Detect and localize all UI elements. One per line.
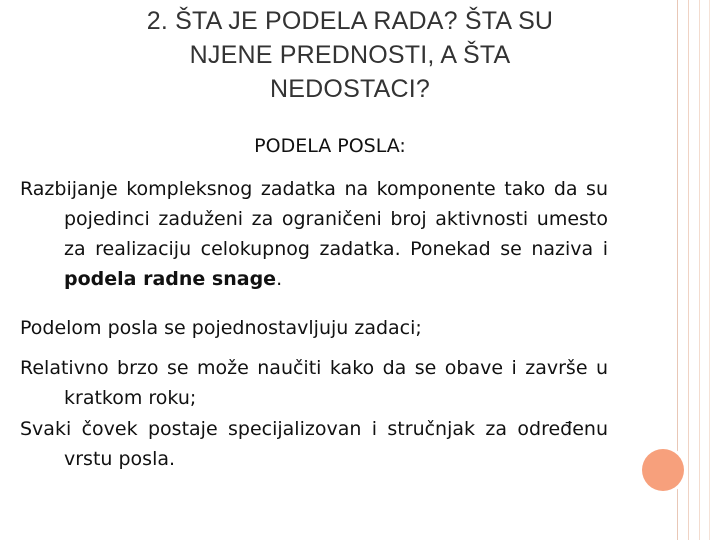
list-item-text: Svaki čovek postaje specijalizovan i stručnjak za određenu vrstu posla. — [20, 418, 608, 470]
list-item — [20, 353, 608, 413]
decorative-line — [699, 0, 700, 540]
list-item — [20, 414, 608, 474]
section-heading: PODELA POSLA: — [254, 135, 406, 157]
definition-paragraph — [20, 174, 608, 294]
list-item-text: Relativno brzo se može naučiti kako da se obave i završe u kratkom roku; — [20, 357, 608, 409]
decorative-line — [709, 0, 710, 540]
slide-title: 2. ŠTA JE PODELA RADA? ŠTA SU NJENE PREDNOSTI, A ŠTA NEDOSTACI? — [146, 7, 554, 103]
decorative-line — [688, 0, 689, 540]
definition-end: . — [276, 268, 283, 290]
definition-text: Razbijanje kompleksnog zadatka na komponente tako da su pojedinci zaduženi za ograničeni broj aktivnosti umesto za realizaciju celokupnog zadatka. Ponekad se naziva i — [20, 178, 608, 260]
definition-bold-term: podela radne snage — [64, 268, 277, 290]
list-item — [20, 313, 608, 343]
decorative-circle — [642, 449, 684, 491]
list-item-text: Podelom posla se pojednostavljuju zadaci; — [20, 317, 422, 339]
